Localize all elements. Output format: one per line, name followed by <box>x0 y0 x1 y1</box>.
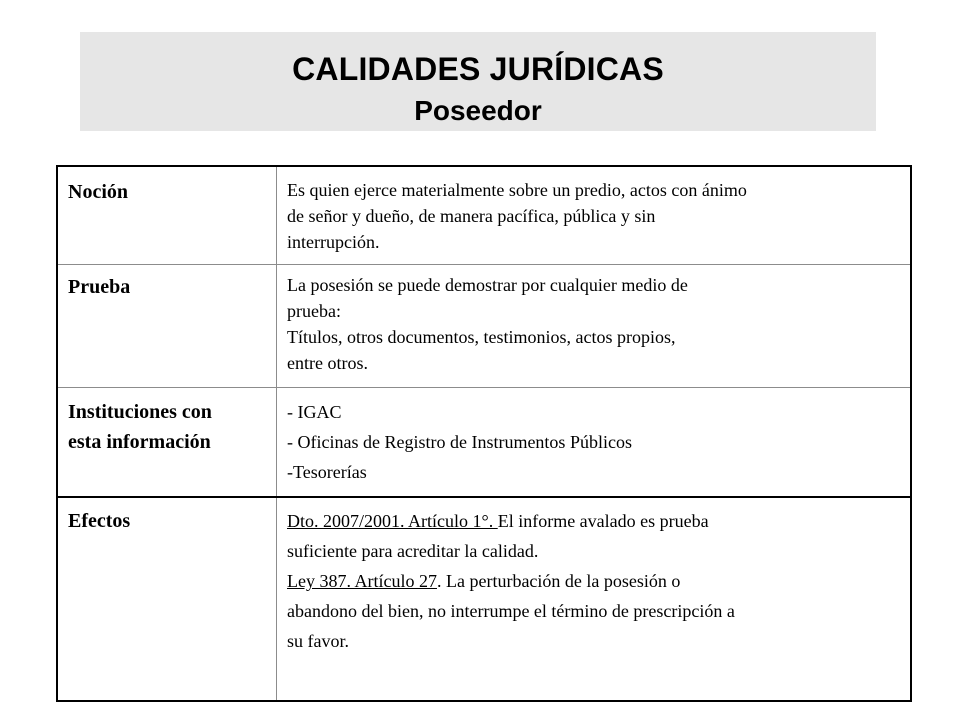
info-table <box>56 165 912 498</box>
law-reference: Ley 387. Artículo 27 <box>287 571 437 591</box>
row-divider <box>58 264 910 265</box>
text-line: La posesión se puede demostrar por cualquier medio de <box>287 275 688 295</box>
text-line: abandono del bien, no interrumpe el término de prescripción a <box>287 601 735 621</box>
label-line: Instituciones con <box>68 401 212 423</box>
effects-table <box>56 496 912 702</box>
list-item: -Tesorerías <box>287 462 367 482</box>
column-divider <box>276 498 277 700</box>
text-line: Títulos, otros documentos, testimonios, actos propios, <box>287 327 676 347</box>
column-divider <box>276 167 277 496</box>
row-label-prueba: Prueba <box>68 276 131 298</box>
row-content-efectos <box>287 506 907 656</box>
title-banner <box>80 32 876 131</box>
text-line: suficiente para acreditar la calidad. <box>287 541 539 561</box>
list-item: - IGAC <box>287 402 342 422</box>
row-content-prueba <box>287 272 907 376</box>
text-line: entre otros. <box>287 353 368 373</box>
row-label-instituciones <box>68 397 272 457</box>
row-content-instituciones <box>287 397 907 487</box>
text-line: Es quien ejerce materialmente sobre un predio, actos con ánimo <box>287 180 747 200</box>
law-text: . La perturbación de la posesión o <box>436 571 681 591</box>
row-label-efectos: Efectos <box>68 510 131 532</box>
row-content-nocion <box>287 177 907 255</box>
decree-reference: Dto. 2007/2001. Artículo 1°. <box>287 511 498 531</box>
text-line: prueba: <box>287 301 341 321</box>
text-line: de señor y dueño, de manera pacífica, pública y sin <box>287 206 656 226</box>
page-subtitle: Poseedor <box>414 95 542 126</box>
text-line: interrupción. <box>287 232 380 252</box>
text-line <box>287 566 907 596</box>
row-label-nocion: Noción <box>68 181 128 203</box>
page-title: CALIDADES JURÍDICAS <box>292 51 664 87</box>
label-line: esta información <box>68 431 211 453</box>
text-line: su favor. <box>287 631 349 651</box>
list-item: - Oficinas de Registro de Instrumentos Públicos <box>287 432 632 452</box>
decree-text: El informe avalado es prueba <box>497 511 709 531</box>
row-divider <box>58 387 910 388</box>
text-line <box>287 506 907 536</box>
